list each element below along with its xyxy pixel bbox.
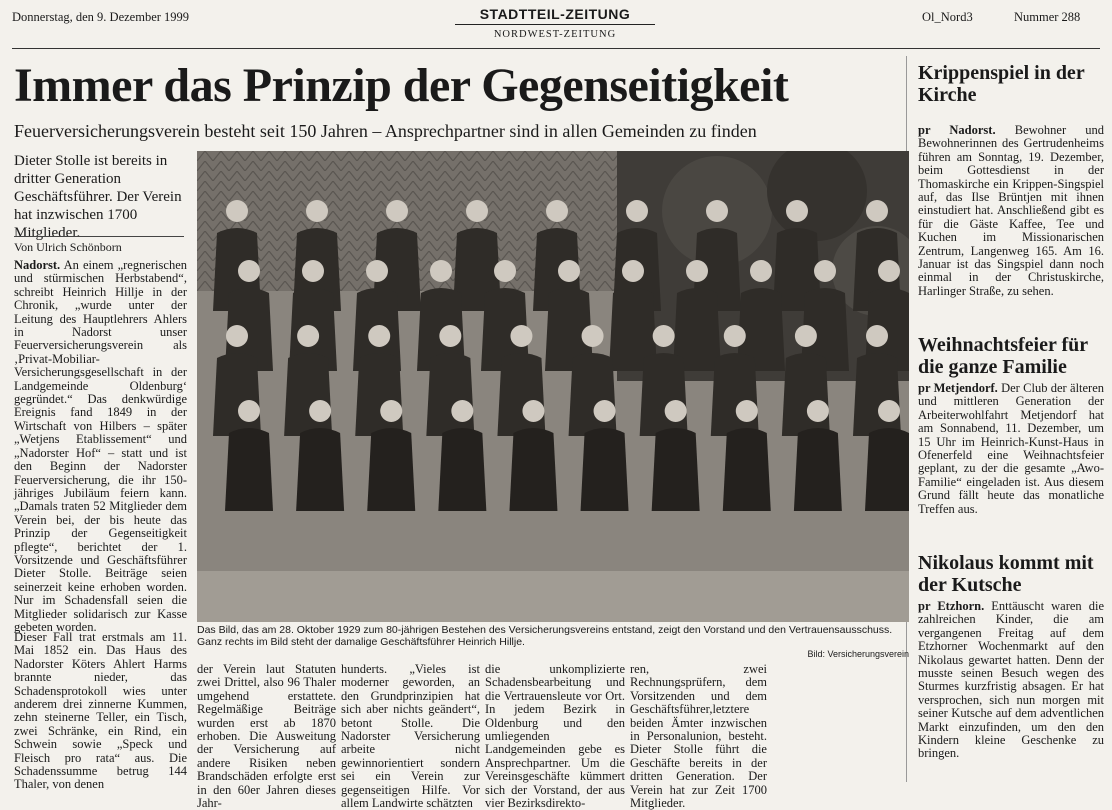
- photo-caption: [197, 624, 909, 660]
- article-subhead: Feuerversicherungsverein besteht seit 150 Jahren – Ansprechpartner sind in allen Gemeinden zu finden: [14, 121, 757, 141]
- person-head: [546, 200, 568, 222]
- newspaper-name: NORDWEST-ZEITUNG: [493, 29, 617, 40]
- person-head: [494, 260, 516, 282]
- person-head: [306, 200, 328, 222]
- person-body: [794, 428, 842, 511]
- article-column-5: ren, zwei Rechnungsprüfern, dem Vorsitzenden und dem Geschäftsführer,letztere beiden Ämter inzwischen in Personalunion, besteht. Dieter Stolle führt die Geschäfte bereits in der dritten Generation. Der Verein hat zur Zeit 1700 Mitglieder.: [630, 662, 767, 810]
- person-head: [786, 200, 808, 222]
- person-head: [878, 400, 900, 422]
- article-column-1-continued: Dieser Fall trat erstmals am 11. Mai 1852 ein. Das Haus des Nadorster Köters Ahlert Harms brannte nieder, das Schadensprotokoll wies unter anderem drei zinnerne Kummen, zehn steinerne Teller, ein Tisch, zwei Schränke, ein Rind, ein Schwein sowie „Speck und Fleisch pro rata“ aus. Die Schadenssumme betrug 144 Thaler, von denen: [14, 630, 187, 792]
- person-head: [302, 260, 324, 282]
- person-head: [309, 400, 331, 422]
- person-head: [226, 325, 248, 347]
- brief-headline-1: Krippenspiel in der Kirche: [918, 62, 1085, 106]
- person-head: [665, 400, 687, 422]
- person-head: [510, 325, 532, 347]
- person-body: [640, 353, 688, 436]
- person-head: [466, 200, 488, 222]
- brief-body-3: pr Etzhorn. Enttäuscht waren die zahlreichen Kinder, die am vergangenen Freitag auf dem Etzhorner Wochenmarkt auf den Nikolaus gewartet hatten. Denn der musste seinen Besuch wegen des Sturmes kurzfristig absagen. Er hat versprochen, sich nun morgen mit seiner Kutsche auf dem adventlichen Markt einzufinden, um den den Kindern kleine Geschenke zu bringen.: [918, 599, 1105, 761]
- article-column-3: hunderts. „Vieles ist moderner geworden, an den Grundprinzipien hat sich aber nichts geändert“, betont Stolle. Die Nadorster Versicherung arbeite nicht gewinnorientiert sondern sei ein Verein zur gegenseitigen Hilfe. Vor allem Landwirte schätzten: [341, 662, 480, 810]
- person-head: [522, 400, 544, 422]
- edition-code: Ol_Nord3: [922, 10, 973, 24]
- person-body: [782, 353, 830, 436]
- person-body: [438, 428, 486, 511]
- person-body: [711, 353, 759, 436]
- person-head: [878, 260, 900, 282]
- person-head: [386, 200, 408, 222]
- person-body: [497, 353, 545, 436]
- brief-body-1: pr Nadorst. Bewohner und Bewohnerinnen des Gertrudenheims führen am Sonntag, 19. Dezember, beim Gottesdienst in der Thomaskirche ein Krippen-Singspiel auf, das Ilse Brüntjen mit ihnen einstudiert hat. Anschließend gibt es für die Gäste Kaffee, Tee und Kuchen im Missionarischen Zentrum, Langenweg 165. Am 16. Januar ist das Singspiel dann noch einmal in der Christuskirche, Harlinger Straße, zu sehen.: [918, 123, 1104, 298]
- person-body: [213, 353, 261, 436]
- person-head: [439, 325, 461, 347]
- person-body: [284, 353, 332, 436]
- person-head: [653, 325, 675, 347]
- person-body: [355, 353, 403, 436]
- article-lead: Dieter Stolle ist bereits in dritter Generation Geschäftsführer. Der Verein hat inzwischen 1700 Mitglieder.: [14, 153, 182, 241]
- person-head: [451, 400, 473, 422]
- person-body: [853, 353, 901, 436]
- person-head: [558, 260, 580, 282]
- article-column-4: die unkomplizierte Schadensbearbeitung und die Vertrauensleute vor Ort. In jedem Bezirk in Oldenburg und den umliegenden Landgemeinden gebe es Ansprechpartner. Um die Vereinsgeschäfte kümmert sich der Vorstand, der aus vier Bezirksdirekto-: [485, 662, 625, 810]
- group-photo-illustration: [197, 151, 909, 622]
- person-head: [368, 325, 390, 347]
- person-head: [226, 200, 248, 222]
- person-head: [622, 260, 644, 282]
- person-head: [814, 260, 836, 282]
- article-column-2: der Verein laut Statuten zwei Drittel, also 96 Thaler umgehend erstattete. Regelmäßige Beiträge wurden erst ab 1870 erhoben. Die Ausweitung der Versicherung auf andere Risiken neben Brandschäden erfolgte erst in den 60er Jahren dieses Jahr-: [197, 662, 336, 810]
- brief-headline-2: Weihnachtsfeier für die ganze Familie: [918, 334, 1088, 378]
- group-photo: [197, 151, 909, 622]
- person-body: [865, 428, 909, 511]
- person-head: [238, 400, 260, 422]
- person-body: [426, 353, 474, 436]
- brief-headline-3: Nikolaus kommt mit der Kutsche: [918, 552, 1094, 596]
- photo-caption-text: Das Bild, das am 28. Oktober 1929 zum 80-jährigen Bestehen des Versicherungsvereins entstand, zeigt den Vorstand und den Vertrauensausschuss. Ganz rechts im Bild steht der damalige Geschäftsführer Heinrich Hillje.: [197, 624, 893, 648]
- photo-credit: Bild: Versicherungsverein: [807, 649, 909, 659]
- person-head: [366, 260, 388, 282]
- person-body: [652, 428, 700, 511]
- person-head: [706, 200, 728, 222]
- person-head: [297, 325, 319, 347]
- person-head: [807, 400, 829, 422]
- masthead: [0, 0, 1112, 48]
- person-head: [736, 400, 758, 422]
- person-body: [569, 353, 617, 436]
- person-head: [866, 200, 888, 222]
- issue-date: Donnerstag, den 9. Dezember 1999: [12, 10, 190, 24]
- person-body: [367, 428, 415, 511]
- masthead-divider: [12, 48, 1100, 49]
- brief-body-2: pr Metjendorf. Der Club der älteren und mittleren Generation der Arbeiterwohlfahrt Metjendorf hat am Sonnabend, 11. Dezember, um 15 Uhr im Heinrich-Kunst-Haus in Ofenerfeld eine Weihnachtsfeier geplant, zu der die gesamte „Awo-Familie“ eingeladen ist. Aus diesem Grund fällt heute das monatliche Treffen aus.: [918, 381, 1105, 516]
- person-head: [866, 325, 888, 347]
- person-head: [795, 325, 817, 347]
- person-body: [723, 428, 771, 511]
- person-head: [430, 260, 452, 282]
- byline: Von Ulrich Schönborn: [14, 236, 184, 255]
- person-body: [225, 428, 273, 511]
- person-head: [594, 400, 616, 422]
- article-headline: Immer das Prinzip der Gegenseitigkeit: [14, 59, 789, 112]
- newspaper-section-title: STADTTEIL-ZEITUNG: [455, 6, 655, 25]
- person-head: [626, 200, 648, 222]
- person-body: [296, 428, 344, 511]
- person-body: [509, 428, 557, 511]
- person-head: [582, 325, 604, 347]
- person-head: [380, 400, 402, 422]
- dateline: Nadorst.: [14, 258, 61, 272]
- person-head: [750, 260, 772, 282]
- article-column-1: Nadorst. An einem „regnerischen und stürmischen Herbstabend“, schreibt Heinrich Hillje in der Chronik, „wurde unter der Leitung des Hauptlehrers Ahlers in Nadorst unser Feuerversicherungsverein als ‚Privat-Mobiliar-Versicherungsgesellschaft in der Landgemeinde Oldenburg‘ gegründet.“ Das denkwürdige Ereignis fand 1849 in der Wirtschaft von Hilbers – später „Wetjens Etablissement“ und „Nadorster Hof“ – statt und ist den Beginn der Nadorster Feuerversicherung, die ihr 150-jähriges Jubiläum feiern kann. „Damals traten 52 Mitglieder dem Verein bei, der bis heute das Prinzip der Gegenseitigkeit pflegte“, berichtet der 1. Vorsitzende und Geschäftsführer Dieter Stolle. Beiträge seien seinerzeit keine erhoben worden. Nur im Schadensfall seien die Mitglieder solidarisch zur Kasse gebeten worden.: [14, 258, 187, 634]
- person-body: [581, 428, 629, 511]
- person-head: [724, 325, 746, 347]
- issue-number: Nummer 288: [1014, 10, 1081, 24]
- person-head: [238, 260, 260, 282]
- person-head: [686, 260, 708, 282]
